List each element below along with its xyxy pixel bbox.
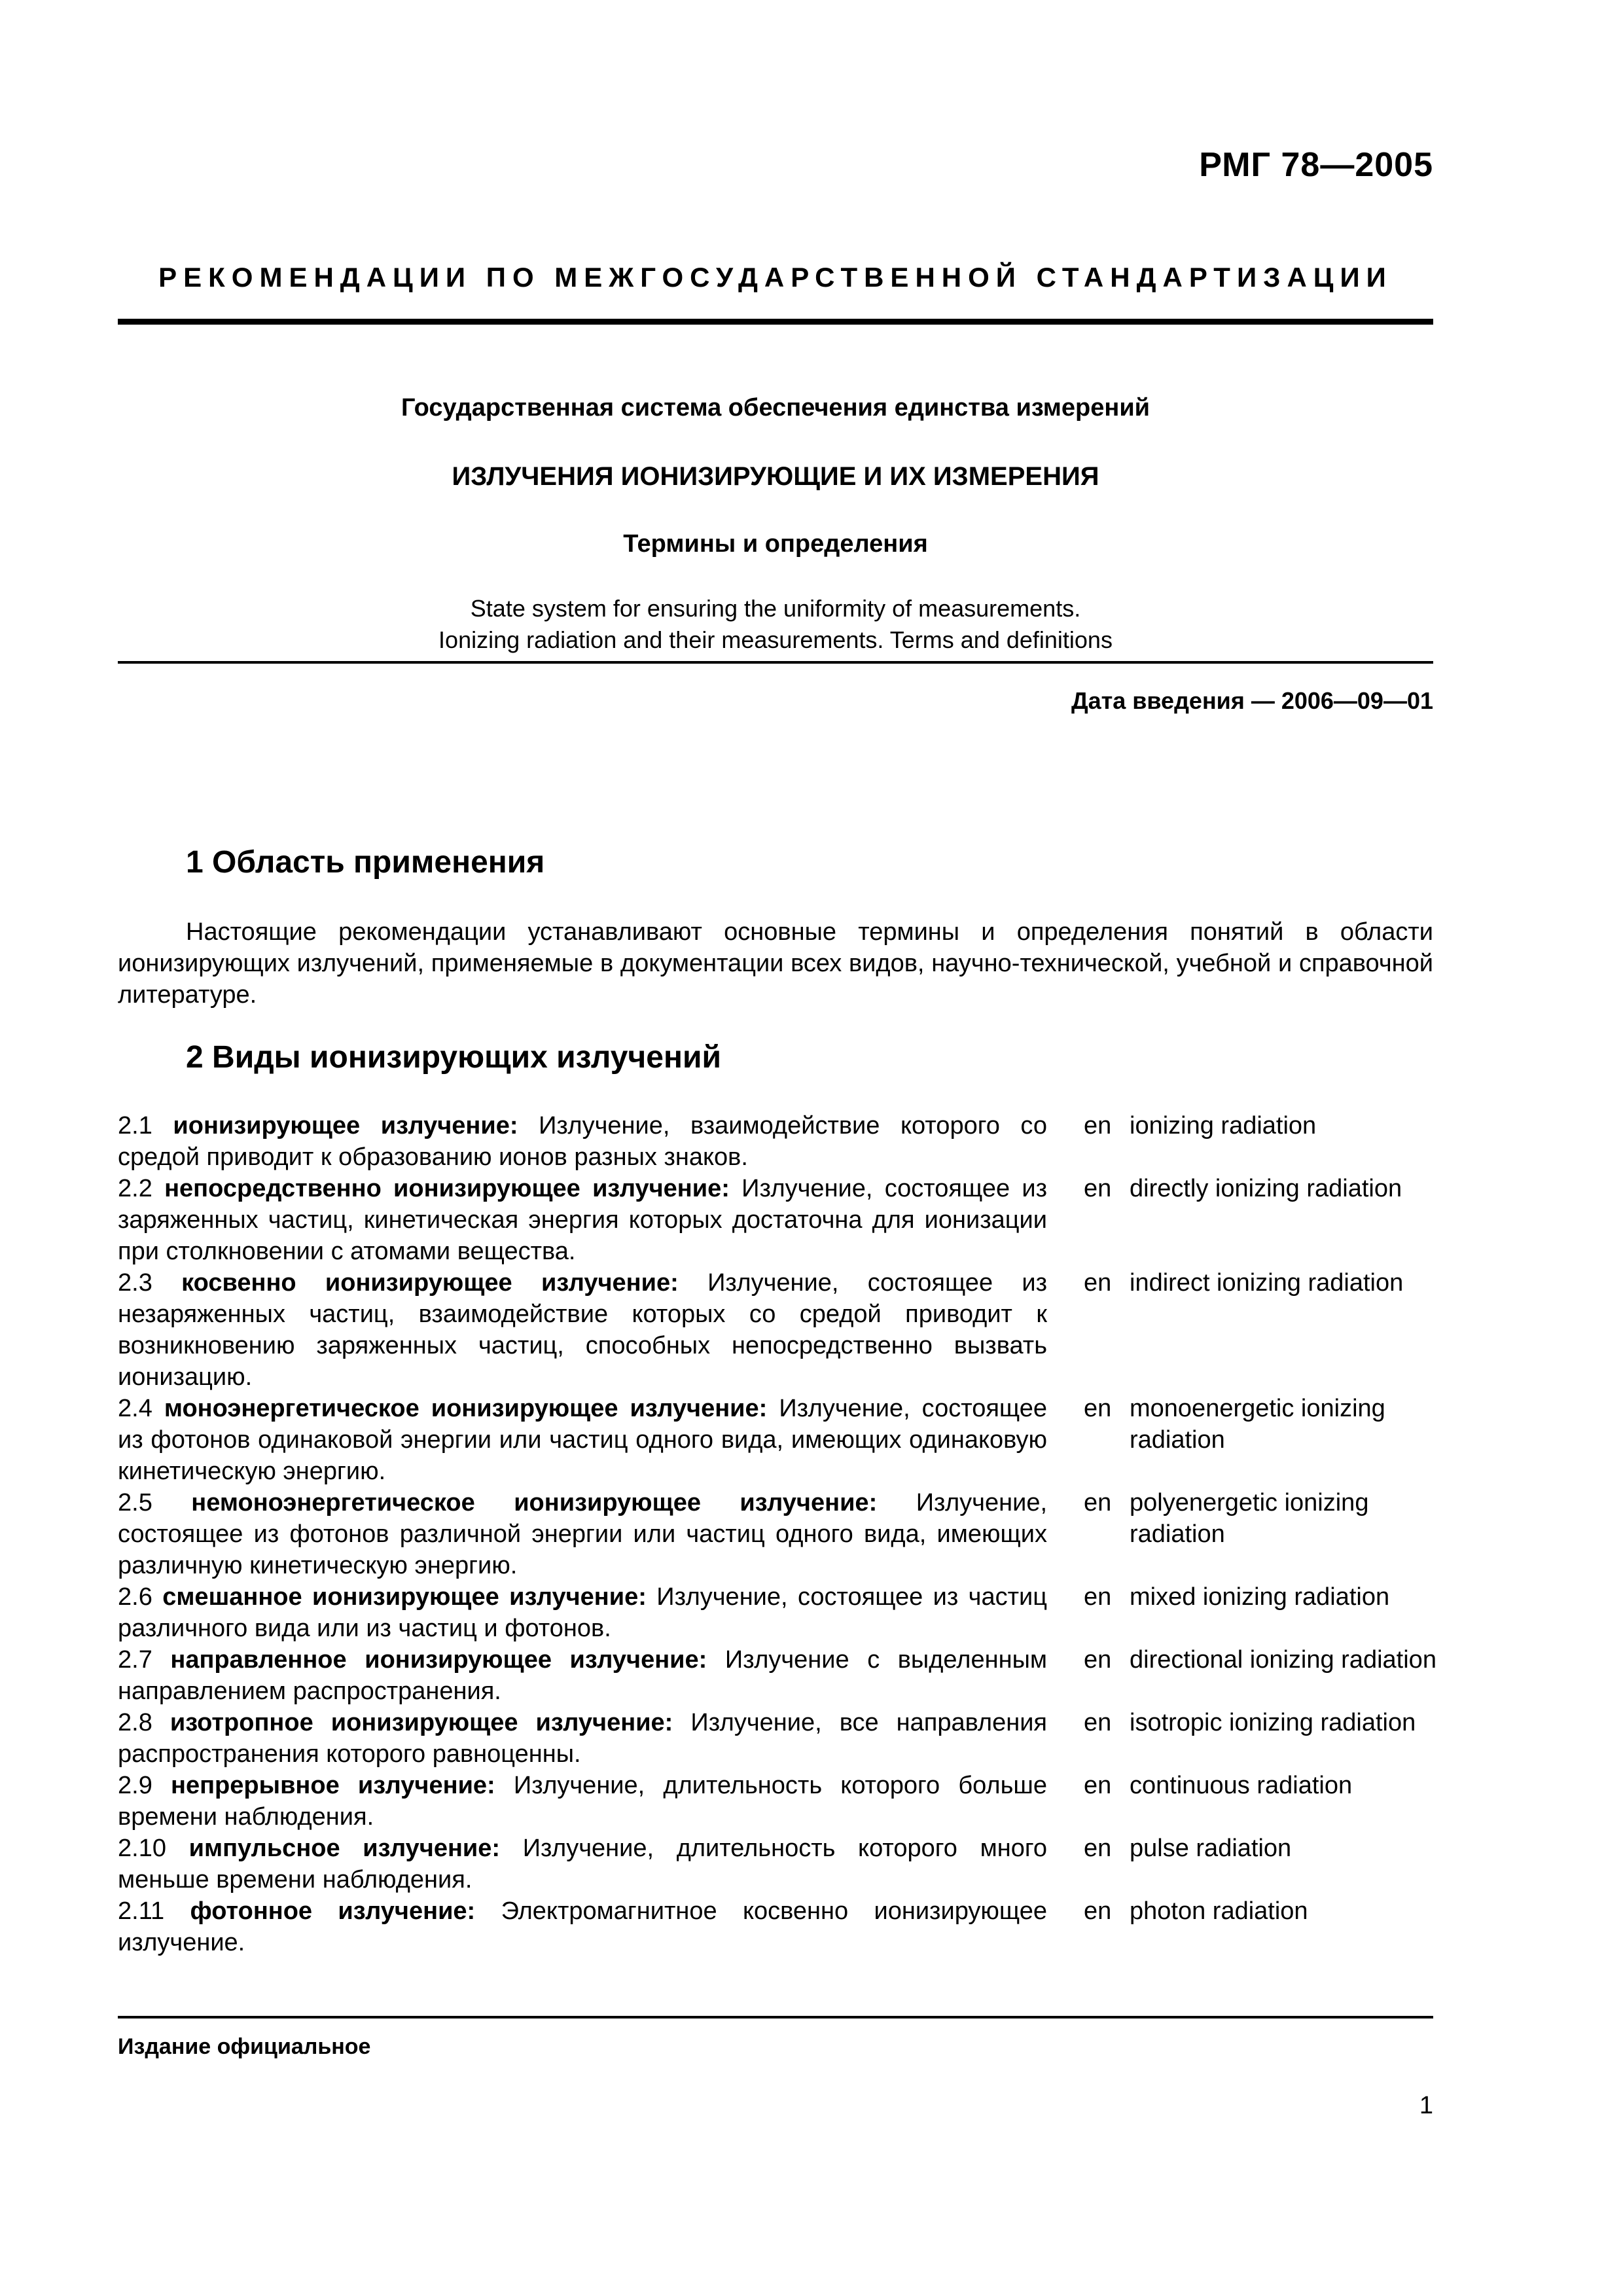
term-name: моноэнергетическое ионизирующее излучение: [164,1395,768,1422]
english-equivalent: ionizing radiation [1130,1112,1317,1139]
language-code: en [1084,1709,1112,1736]
title-rule [118,661,1433,664]
term-entry [118,1487,1047,1581]
term-number: 2.2 [118,1175,152,1202]
term-definition: Излучение, длительность которого больше времени наблюдения. [118,1772,1048,1831]
page-number: 1 [1419,2092,1433,2119]
term-definition: Излучение, состоящее из незаряженных частиц, взаимодействие которых со средой приводит к возникновению заряженных частиц, способных непосредственно вызвать ионизацию. [118,1269,1048,1391]
term-number: 2.10 [118,1835,166,1862]
section-2-heading: 2 Виды ионизирующих излучений [186,1040,721,1075]
footer-rule [118,2016,1433,2018]
term-entry [118,1707,1047,1770]
term-entry [118,1173,1047,1267]
term-entry [118,1833,1047,1895]
english-equivalent: photon radiation [1130,1897,1308,1925]
language-code: en [1084,1583,1112,1611]
english-equivalent: directional ionizing radiation [1130,1646,1436,1674]
series-title: РЕКОМЕНДАЦИИ ПО МЕЖГОСУДАРСТВЕННОЙ СТАНДАРТИЗАЦИИ [158,262,1393,293]
term-name: изотропное ионизирующее излучение: [169,1709,673,1736]
term-entry [118,1393,1047,1487]
term-definition: Излучение, состоящее из заряженных частиц, кинетическая энергия которых достаточна для ионизации при столкновении с атомами вещества. [118,1175,1047,1265]
english-title-line-2: Ionizing radiation and their measurements. Terms and definitions [438,626,1113,653]
term-definition: Излучение, длительность которого много меньше времени наблюдения. [118,1835,1047,1893]
document-code: РМГ 78—2005 [1199,146,1433,184]
term-number: 2.3 [118,1269,152,1297]
language-code: en [1084,1175,1112,1202]
system-title: Государственная система обеспечения единства измерений [401,394,1150,422]
english-equivalent: monoenergetic ionizing radiation [1130,1395,1385,1454]
language-code: en [1084,1395,1112,1422]
language-code: en [1084,1772,1112,1799]
document-title: ИЗЛУЧЕНИЯ ИОНИЗИРУЮЩИЕ И ИХ ИЗМЕРЕНИЯ [452,462,1099,491]
language-code: en [1084,1489,1112,1516]
language-code: en [1084,1835,1112,1862]
term-name: ионизирующее излучение: [173,1112,518,1139]
term-name: импульсное излучение: [188,1835,501,1862]
term-definition: Излучение с выделенным направлением распространения. [118,1646,1048,1705]
term-name: смешанное ионизирующее излучение: [162,1583,647,1611]
term-definition: Излучение, взаимодействие которого со средой приводит к образованию ионов разных знаков. [118,1112,1047,1171]
term-number: 2.9 [118,1772,152,1799]
english-title [118,593,1433,656]
english-equivalent: isotropic ionizing radiation [1130,1709,1416,1736]
term-entry [118,1895,1047,1958]
term-definition: Излучение, все направления распространения которого равноценны. [118,1709,1048,1768]
english-equivalent: directly ionizing radiation [1130,1175,1402,1202]
edition-label: Издание официальное [118,2034,371,2059]
term-name: непосредственно ионизирующее излучение: [164,1175,730,1202]
term-definition: Излучение, состоящее из фотонов одинаковой энергии или частиц одного вида, имеющих одинаковую кинетическую энергию. [118,1395,1048,1485]
term-number: 2.7 [118,1646,152,1674]
term-entry [118,1770,1047,1833]
section-1-heading: 1 Область применения [186,845,545,880]
english-equivalent: pulse radiation [1130,1835,1292,1862]
term-number: 2.8 [118,1709,152,1736]
term-entry [118,1644,1047,1707]
english-equivalent: continuous radiation [1130,1772,1353,1799]
term-entry [118,1110,1047,1173]
term-number: 2.6 [118,1583,152,1611]
english-title-line-1: State system for ensuring the uniformity of measurements. [470,595,1081,622]
term-definition: Излучение, состоящее из фотонов различной энергии или частиц одного вида, имеющих различную кинетическую энергию. [118,1489,1048,1579]
document-subtitle: Термины и определения [623,530,928,558]
term-name: направленное ионизирующее излучение: [170,1646,707,1674]
term-definition: Излучение, состоящее из частиц различного вида или из частиц и фотонов. [118,1583,1047,1642]
term-name: косвенно ионизирующее излучение: [181,1269,679,1297]
term-name: непрерывное излучение: [171,1772,495,1799]
language-code: en [1084,1646,1112,1674]
term-number: 2.1 [118,1112,152,1139]
term-entry [118,1581,1047,1644]
english-equivalent: indirect ionizing radiation [1130,1269,1404,1297]
term-number: 2.4 [118,1395,152,1422]
section-1-text: Настоящие рекомендации устанавливают основные термины и определения понятий в области ионизирующих излучений, применяемые в документации всех видов, научно-технической, учебной и справочной литературе. [118,918,1433,1009]
term-name: фотонное излучение: [190,1897,476,1925]
english-equivalent: mixed ionizing radiation [1130,1583,1390,1611]
term-number: 2.11 [118,1897,165,1925]
term-definition: Электромагнитное косвенно ионизирующее излучение. [118,1897,1048,1956]
header-rule [118,319,1433,325]
language-code: en [1084,1269,1112,1297]
english-equivalent: polyenergetic ionizing radiation [1130,1489,1369,1548]
language-code: en [1084,1897,1112,1925]
term-number: 2.5 [118,1489,152,1516]
term-entry [118,1267,1047,1393]
term-name: немоноэнергетическое ионизирующее излучение: [191,1489,878,1516]
introduction-date: Дата введения — 2006—09—01 [1071,687,1433,714]
language-code: en [1084,1112,1112,1139]
